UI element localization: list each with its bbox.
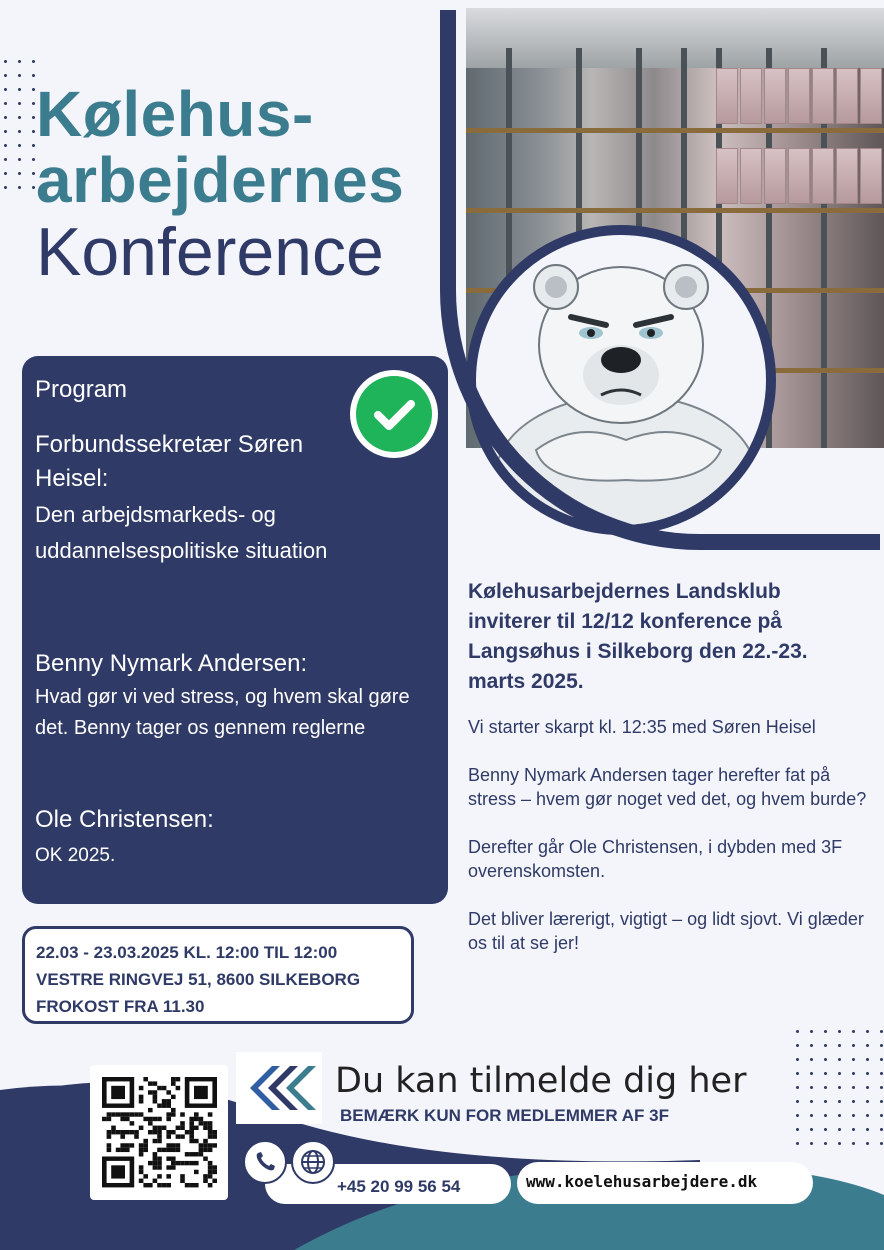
program-box [22, 356, 448, 904]
title-line-3: Konference [36, 214, 384, 290]
speaker-1-name: Forbundssekretær Søren Heisel: [35, 431, 304, 492]
invitation-paragraph: Derefter går Ole Christensen, i dybden med 3F overenskomsten. [468, 837, 843, 881]
invitation-paragraph: Benny Nymark Andersen tager herefter fat på stress – hvem gør noget ved det, og hvem burde? [468, 765, 867, 809]
qr-code[interactable] [90, 1065, 228, 1200]
program-heading: Program [35, 376, 128, 403]
phone-button[interactable] [243, 1140, 287, 1184]
website-link[interactable]: www.koelehusarbejdere.dk [526, 1172, 758, 1191]
chevron-logo-icon [236, 1052, 322, 1124]
speaker-3-topic: OK 2025. [35, 845, 116, 866]
invitation-paragraph: Vi starter skarpt kl. 12:35 med Søren Heisel [468, 717, 816, 737]
signup-call-to-action: Du kan tilmelde dig her [335, 1061, 747, 1101]
speaker-2-topic: Hvad gør vi ved stress, og hvem skal gøre det. Benny tager os gennem reglerne [35, 686, 410, 739]
website-pill[interactable] [517, 1162, 813, 1204]
checkmark-icon [356, 376, 432, 452]
checkmark-badge [350, 370, 438, 458]
globe-icon [293, 1142, 333, 1182]
invitation-lead: Kølehusarbejdernes Landsklub inviterer til 12/12 konference på Langsøhus i Silkeborg den 22.-23. marts 2025. [468, 580, 808, 693]
invitation-paragraph: Det bliver lærerigt, vigtigt – og lidt sjovt. Vi glæder os til at se jer! [468, 909, 864, 953]
title-line-1: Kølehus- [36, 78, 314, 150]
members-only-note: BEMÆRK KUN FOR MEDLEMMER AF 3F [340, 1106, 669, 1125]
event-lunch: FROKOST FRA 11.30 [36, 997, 205, 1016]
event-info-box [22, 926, 414, 1024]
phone-icon [245, 1142, 285, 1182]
title-line-2: arbejdernes [36, 144, 405, 216]
invitation-body [468, 715, 868, 979]
phone-number: +45 20 99 56 54 [337, 1177, 461, 1196]
web-button[interactable] [291, 1140, 335, 1184]
speaker-1-topic: Den arbejdsmarkeds- og uddannelsespolitiske situation [35, 502, 328, 563]
speaker-2-name: Benny Nymark Andersen: [35, 650, 308, 677]
speaker-3-name: Ole Christensen: [35, 806, 214, 833]
chevron-logo [236, 1052, 322, 1124]
event-address: VESTRE RINGVEJ 51, 8600 SILKEBORG [36, 970, 361, 989]
event-dates: 22.03 - 23.03.2025 KL. 12:00 TIL 12:00 [36, 943, 338, 962]
